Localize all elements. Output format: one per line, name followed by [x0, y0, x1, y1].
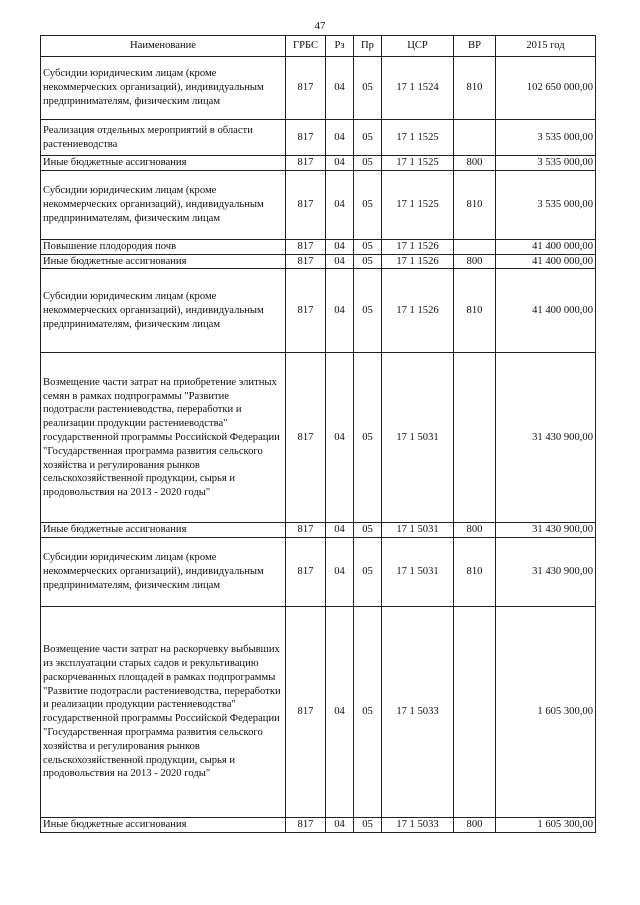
header-name: Наименование — [41, 36, 286, 57]
row-name: Реализация отдельных мероприятий в области растениеводства — [41, 120, 286, 156]
row-amount: 41 400 000,00 — [496, 269, 596, 353]
row-vr: 810 — [454, 170, 496, 239]
row-grbs: 817 — [286, 170, 326, 239]
row-pr: 05 — [354, 523, 382, 538]
table-row — [41, 523, 596, 538]
row-amount: 41 400 000,00 — [496, 254, 596, 269]
row-name: Иные бюджетные ассигнования — [41, 254, 286, 269]
table-row — [41, 818, 596, 833]
row-amount: 31 430 900,00 — [496, 353, 596, 523]
table-row — [41, 239, 596, 254]
row-name: Субсидии юридическим лицам (кроме некоммерческих организаций), индивидуальным предпринимателям, физическим лицам — [41, 538, 286, 607]
budget-table — [40, 35, 596, 833]
row-csr: 17 1 1525 — [382, 170, 454, 239]
row-vr: 800 — [454, 156, 496, 171]
row-name: Иные бюджетные ассигнования — [41, 818, 286, 833]
row-vr: 800 — [454, 523, 496, 538]
row-grbs: 817 — [286, 269, 326, 353]
row-pr: 05 — [354, 353, 382, 523]
header-vr: ВР — [454, 36, 496, 57]
page-number: 47 — [314, 20, 326, 32]
row-grbs: 817 — [286, 538, 326, 607]
row-csr: 17 1 5033 — [382, 607, 454, 818]
table-row — [41, 120, 596, 156]
header-grbs: ГРБС — [286, 36, 326, 57]
row-csr: 17 1 5031 — [382, 538, 454, 607]
row-name: Возмещение части затрат на приобретение элитных семян в рамках подпрограммы "Развитие подотрасли растениеводства, переработки и реализации продукции растениеводства" государственной программы Российской Федерации "Государственная программа развития сельского хозяйства и регулирования рынков сельскохозяйственной продукции, сырья и продовольствия на 2013 - 2020 годы" — [41, 353, 286, 523]
row-csr: 17 1 1526 — [382, 269, 454, 353]
row-name: Иные бюджетные ассигнования — [41, 156, 286, 171]
row-amount: 1 605 300,00 — [496, 818, 596, 833]
row-rz: 04 — [326, 538, 354, 607]
header-year: 2015 год — [496, 36, 596, 57]
row-pr: 05 — [354, 170, 382, 239]
row-pr: 05 — [354, 538, 382, 607]
row-vr — [454, 353, 496, 523]
row-grbs: 817 — [286, 156, 326, 171]
row-amount: 3 535 000,00 — [496, 170, 596, 239]
row-pr: 05 — [354, 607, 382, 818]
row-vr — [454, 239, 496, 254]
header-pr: Пр — [354, 36, 382, 57]
row-rz: 04 — [326, 523, 354, 538]
row-pr: 05 — [354, 269, 382, 353]
row-csr: 17 1 1525 — [382, 156, 454, 171]
row-grbs: 817 — [286, 607, 326, 818]
row-rz: 04 — [326, 607, 354, 818]
row-name: Субсидии юридическим лицам (кроме некоммерческих организаций), индивидуальным предпринимателям, физическим лицам — [41, 170, 286, 239]
row-grbs: 817 — [286, 353, 326, 523]
row-grbs: 817 — [286, 239, 326, 254]
row-rz: 04 — [326, 156, 354, 171]
row-name: Субсидии юридическим лицам (кроме некоммерческих организаций), индивидуальным предпринимателям, физическим лицам — [41, 57, 286, 120]
row-vr — [454, 607, 496, 818]
row-pr: 05 — [354, 239, 382, 254]
row-grbs: 817 — [286, 818, 326, 833]
row-amount: 3 535 000,00 — [496, 156, 596, 171]
row-csr: 17 1 1524 — [382, 57, 454, 120]
table-row — [41, 538, 596, 607]
row-rz: 04 — [326, 353, 354, 523]
row-csr: 17 1 1526 — [382, 254, 454, 269]
row-grbs: 817 — [286, 254, 326, 269]
row-grbs: 817 — [286, 523, 326, 538]
row-pr: 05 — [354, 57, 382, 120]
row-rz: 04 — [326, 120, 354, 156]
row-amount: 3 535 000,00 — [496, 120, 596, 156]
row-csr: 17 1 5031 — [382, 523, 454, 538]
table-row — [41, 353, 596, 523]
table-row — [41, 607, 596, 818]
row-vr: 810 — [454, 57, 496, 120]
row-vr: 810 — [454, 538, 496, 607]
row-csr: 17 1 5033 — [382, 818, 454, 833]
row-rz: 04 — [326, 170, 354, 239]
row-vr: 810 — [454, 269, 496, 353]
row-rz: 04 — [326, 818, 354, 833]
row-csr: 17 1 1525 — [382, 120, 454, 156]
row-amount: 31 430 900,00 — [496, 523, 596, 538]
header-rz: Рз — [326, 36, 354, 57]
header-csr: ЦСР — [382, 36, 454, 57]
row-name: Субсидии юридическим лицам (кроме некоммерческих организаций), индивидуальным предпринимателям, физическим лицам — [41, 269, 286, 353]
row-amount: 1 605 300,00 — [496, 607, 596, 818]
table-row — [41, 254, 596, 269]
row-amount: 102 650 000,00 — [496, 57, 596, 120]
row-rz: 04 — [326, 254, 354, 269]
table-header-row — [41, 36, 596, 57]
table-row — [41, 269, 596, 353]
row-name: Возмещение части затрат на раскорчевку выбывших из эксплуатации старых садов и рекультивацию раскорчеванных площадей в рамках подпрограммы "Развитие подотрасли растениеводства, переработки и реализации продукции растениеводства" государственной программы Российской Федерации "Государственная программа развития сельского хозяйства и регулирования рынков сельскохозяйственной продукции, сырья и продовольствия на 2013 - 2020 годы" — [41, 607, 286, 818]
row-rz: 04 — [326, 239, 354, 254]
table-row — [41, 156, 596, 171]
row-pr: 05 — [354, 818, 382, 833]
row-csr: 17 1 5031 — [382, 353, 454, 523]
row-pr: 05 — [354, 254, 382, 269]
row-grbs: 817 — [286, 57, 326, 120]
table-row — [41, 57, 596, 120]
row-vr — [454, 120, 496, 156]
row-amount: 31 430 900,00 — [496, 538, 596, 607]
row-vr: 800 — [454, 254, 496, 269]
row-name: Иные бюджетные ассигнования — [41, 523, 286, 538]
table-row — [41, 170, 596, 239]
row-rz: 04 — [326, 269, 354, 353]
row-grbs: 817 — [286, 120, 326, 156]
row-pr: 05 — [354, 120, 382, 156]
row-name: Повышение плодородия почв — [41, 239, 286, 254]
row-amount: 41 400 000,00 — [496, 239, 596, 254]
row-rz: 04 — [326, 57, 354, 120]
row-vr: 800 — [454, 818, 496, 833]
row-pr: 05 — [354, 156, 382, 171]
row-csr: 17 1 1526 — [382, 239, 454, 254]
